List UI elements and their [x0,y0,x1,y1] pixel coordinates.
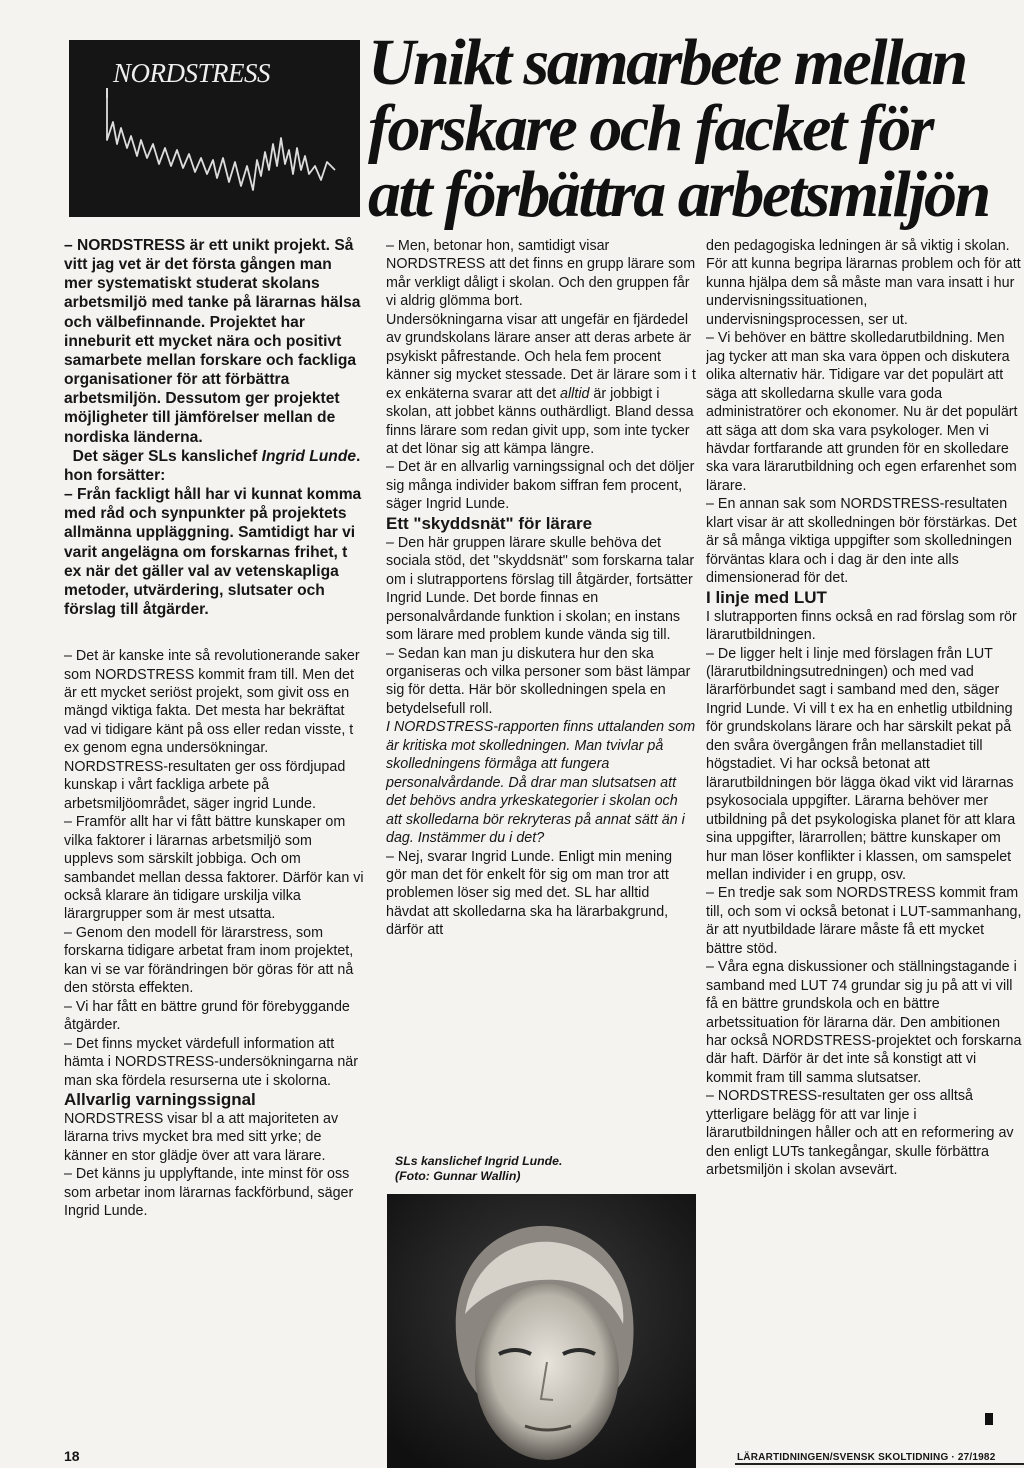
lead-name: Ingrid Lunde [261,447,357,465]
article-column-1 [64,236,364,1221]
paragraph: – Vi behöver en bättre skolledarutbildning. Men jag tycker att man ska vara öppen och diskutera olika alternativ här. Tidigare var det populärt att säga att skolledarna skulle vara goda administratörer och ekonomer. Nu är det populärt att säga att dom ska vara psykologer. Men vi hävdar fortfarande att grunden för en skolledare ska vara lärarutbildning och egen erfarenhet som lärare. [706,330,1018,494]
paragraph: – Det är kanske inte så revolutionerande saker som NORDSTRESS kommit fram till. Men det är ett mycket seriöst projekt, som givit oss en mängd viktiga fakta. Det mesta har bekräftat vad vi tidigare känt på oss eller redan visste, t ex genom egna undersökningar. NORDSTRESS-resultaten ger oss fördjupad kunskap i vårt fackliga arbete på arbetsmiljöområdet, säger ingrid Lunde. [64,648,360,812]
paragraph: I slutrapporten finns också en rad förslag som rör lärarutbildningen. [706,608,1017,644]
paragraph: – De ligger helt i linje med förslagen från LUT (lärarutbildningsutredningen) och med vad lärarförbundet sagt i samband med den, säger Ingrid Lunde. Vi vill t ex ha en enhetlig utbildning för grundskolans lärare och har särskilt pekat på den svåra övergången från mellanstadiet till högstadiet. Vi har också betonat att lärarutbildningen bör lägga ökad vikt vid lärarnas psykosociala uppgifter. Lärarna behöver mer utbildning på det psykologiska planet för att klara sina uppgifter, lärarrollen; bättre kunskaper om hur man löser konflikter i klassen, om samspelet mellan individer i en grupp, osv. [706,645,1016,883]
lead-paragraph-1: – NORDSTRESS är ett unikt projekt. Så vitt jag vet är det första gången man mer systematiskt studerat skolans arbetsmiljö med tanke på lärarnas hälsa och välbefinnande. Projektet har inneburit ett mycket nära och positivt samarbete mellan forskare och fackliga organisationer för att förbättra arbetsmiljön. Dessutom ger projektet möjligheter till jämförelser mellan de nordiska länderna. [64,237,361,446]
caption-line-1: SLs kanslichef Ingrid Lunde. [395,1154,563,1168]
column-1-body [64,647,364,1221]
subheading-allvarlig: Allvarlig varningssignal [64,1090,256,1109]
paragraph: – Våra egna diskussioner och ställningstagande i samband med LUT 74 grundar sig ju på att vi vill få en bättre grundskola och en bättre arbetssituation för lärarna där. Den ambitionen har också NORDSTRESS-projektet och forskarna där haft. Därför är det inte så konstigt att vi kommit fram till samma slutsatser. [706,959,1022,1086]
lead-paragraph-2 [64,447,364,485]
paragraph: den pedagogiska ledningen är så viktig i skolan. För att kunna begripa lärarnas problem och för att kunna hjälpa dem så måste man vara insatt i hur undervisningssituationen, undervisningsprocessen, ser ut. [706,238,1021,328]
paragraph: – Framför allt har vi fått bättre kunskaper om vilka faktorer i lärarnas arbetsmiljö som upplevs som särskilt jobbiga. Och om sambandet mellan dessa faktorer. Därför kan vi också klarare än tidigare urskilja vilka lärargrupper som är mest utsatta. [64,814,364,923]
portrait-photo [387,1194,696,1468]
paragraph: – Men, betonar hon, samtidigt visar NORDSTRESS att det finns en grupp lärare som mår verkligt dåligt i skolan. Och den gruppen får vi aldrig glömma bort. [386,238,696,310]
headline [368,26,1024,231]
paragraph: – Sedan kan man ju diskutera hur den ska organiseras och vilka personer som bäst lämpar sig för detta. Här bör skolledningen spela en betydelsefull roll. [386,645,691,717]
article-column-3 [706,237,1024,1180]
paragraph: – Det finns mycket värdefull information att hämta i NORDSTRESS-undersökningarna när man ska fördela resurserna ute i skolorna. [64,1035,359,1089]
page-number: 18 [64,1448,80,1464]
subheading-skyddsnat: Ett "skyddsnät" för lärare [386,513,593,533]
emphasis: alltid [560,385,590,402]
paragraph [386,311,696,459]
paragraph: – Den här gruppen lärare skulle behöva det sociala stöd, det "skyddsnät" som forskarna talar om i slutrapportens förslag till åtgärder, fortsätter Ingrid Lunde. Det borde finnas en personalvårdande funktion i skolan; en instans som lärare med problem kunde vända sig till. [386,534,695,644]
headline-line-3: att förbättra arbetsmiljön [368,158,989,231]
footer-rule [735,1463,1024,1465]
headline-line-2: forskare och facket för [368,92,932,165]
paragraph: – En tredje sak som NORDSTRESS kommit fram till, och som vi också betonat i LUT-sammanhang, är att nyutbildade lärare måste få ett mycket bättre stöd. [706,885,1022,957]
paragraph: – Det är en allvarlig varningssignal och det döljer sig många individer bakom siffran fem procent, säger Ingrid Lunde. [386,459,695,513]
publication-footer: LÄRARTIDNINGEN/SVENSK SKOLTIDNING · 27/1982 [737,1452,996,1463]
lead-paragraph-3: – Från fackligt håll har vi kunnat komma med råd och synpunkter på projektets allmänna uppläggning. Samtidigt har vi varit angelägna om forskarnas frihet, t ex när det gäller val av vetenskapliga metoder, utvärdering, slutsater och förslag till åtgärder. [64,486,362,618]
paragraph: NORDSTRESS visar bl a att majoriteten av lärarna trivs mycket bra med sitt yrke; de känner en stor glädje över att vara lärare. [64,1111,339,1164]
text-span: Undersökningarna visar att ungefär en fjärdedel av grundskolans lärare anser att deras arbete är psykiskt påfrestande. Och hela fem procent känner sig mycket stessade. Det är lärare som i t ex enkäterna svarar att det [386,311,696,402]
paragraph: – Det känns ju upplyftande, inte minst för oss som arbetar inom lärarnas fackförbund, säger Ingrid Lunde. [64,1166,354,1220]
nordstress-logo [69,40,360,217]
paragraph: – Vi har fått en bättre grund för förebyggande åtgärder. [64,998,350,1034]
caption-line-2: (Foto: Gunnar Wallin) [395,1169,521,1183]
text-span: är jobbigt i skolan, att jobbet känns outhärdligt. Bland dessa finns lärare som redan givit upp, som inte tycker at det lönar sig att kämpa längre. [386,385,694,457]
subheading-linje-lut: I linje med LUT [706,587,827,607]
paragraph: – NORDSTRESS-resultaten ger oss alltså ytterligare belägg för att var linje i lärarutbildningen håller och att en reformering av den enligt LUTs tankegångar, skulle förbättra arbetsmiljön i skolan avsevärt. [706,1088,1014,1179]
interview-question: I NORDSTRESS-rapporten finns uttalanden som är kritiska mot skolledningen. Man tvivlar på skolledningens förmåga att fungera personalvårdande. Då drar man slutsatsen att det behövs andra yrkeskategorier i skolan och att skolledarna bör rekryteras på annat sätt än i dag. Instämmer du i det? [386,719,696,847]
article-column-2 [386,237,696,940]
photo-caption [395,1154,685,1184]
paragraph: – Nej, svarar Ingrid Lunde. Enligt min mening gör man det för enkelt för sig om man tror att problemen löser sig med det. SL har alltid hävdat att skolledarna ska ha lärarbakgrund, därför att [386,848,673,939]
paragraph: – Genom den modell för lärarstress, som forskarna tidigare arbetat fram inom projektet, kan vi se var förändringen bör göras för att nå den största effekten. [64,924,354,997]
portrait-illustration [387,1194,696,1468]
end-of-article-mark [985,1413,993,1425]
logo-wordmark: NORDSTRESS [113,58,270,88]
lead-attribution: Det säger SLs kanslichef [72,447,262,465]
paragraph: – En annan sak som NORDSTRESS-resultaten klart visar är att skolledningen bör förstärkas. Det är så många viktiga uppgifter som skolledningen förväntas klara och i dag är den inte alls dimensionerad för det. [706,496,1017,587]
lead-continuation: . hon forsätter: [64,447,361,484]
headline-line-1: Unikt samarbete mellan [368,26,966,99]
